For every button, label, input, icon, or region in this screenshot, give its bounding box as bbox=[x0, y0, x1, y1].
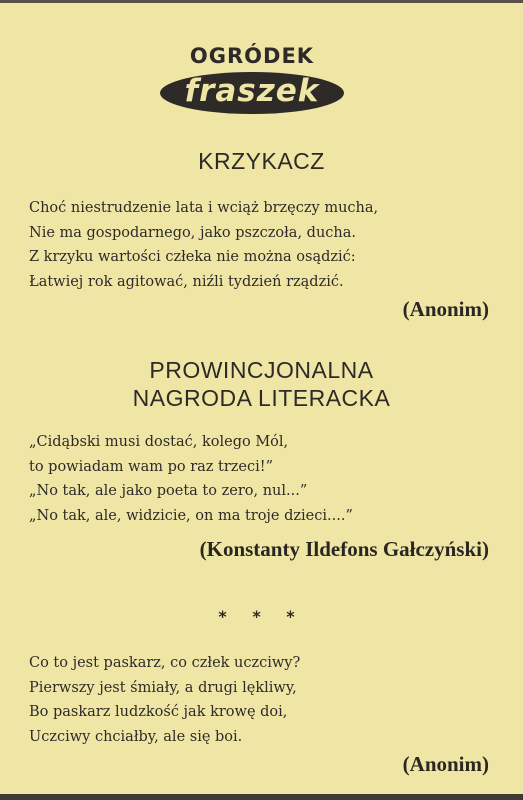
verse-line: Choć niestrudzenie lata i wciąż brzęczy mucha, bbox=[29, 200, 379, 216]
verse-line: Z krzyku wartości człeka nie można osądzić: bbox=[29, 249, 356, 265]
poem-1-author: (Anonim) bbox=[402, 297, 489, 321]
poem-3-title-asterisks: * * * bbox=[218, 607, 305, 626]
poem-2-title-line-1: PROWINCJONALNA bbox=[149, 357, 374, 383]
verse-line: „No tak, ale, widzicie, on ma troje dzieci....” bbox=[29, 507, 353, 524]
column-logo bbox=[152, 42, 352, 122]
top-rule bbox=[0, 0, 523, 3]
poem-3-author: (Anonim) bbox=[402, 752, 489, 776]
poem-2-title-line-2: NAGRODA LITERACKA bbox=[132, 385, 391, 411]
poem-2-verse bbox=[29, 430, 499, 528]
verse-line: Bo paskarz ludzkość jak krowę doi, bbox=[29, 704, 288, 720]
verse-line: Pierwszy jest śmiały, a drugi lękliwy, bbox=[29, 679, 297, 696]
verse-line: Nie ma gospodarnego, jako pszczoła, ducha. bbox=[29, 224, 357, 241]
poem-1-title: KRZYKACZ bbox=[198, 148, 325, 174]
verse-line: to powiadam wam po raz trzeci!” bbox=[29, 458, 273, 475]
poem-2-author: (Konstanty Ildefons Gałczyński) bbox=[199, 537, 489, 561]
logo-top-text: OGRÓDEK bbox=[189, 44, 315, 68]
verse-line: Uczciwy chciałby, ale się boi. bbox=[29, 728, 243, 745]
bottom-rule bbox=[0, 794, 523, 800]
logo-bottom-text: fraszek bbox=[184, 73, 320, 109]
poem-3-verse bbox=[29, 651, 499, 749]
poem-1-verse bbox=[29, 196, 499, 294]
verse-line: Co to jest paskarz, co człek uczciwy? bbox=[29, 655, 301, 671]
verse-line: „No tak, ale jako poeta to zero, nul...” bbox=[29, 483, 308, 499]
verse-line: Łatwiej rok agitować, niźli tydzień rządzić. bbox=[29, 273, 344, 290]
verse-line: „Cidąbski musi dostać, kolego Mól, bbox=[29, 434, 289, 450]
